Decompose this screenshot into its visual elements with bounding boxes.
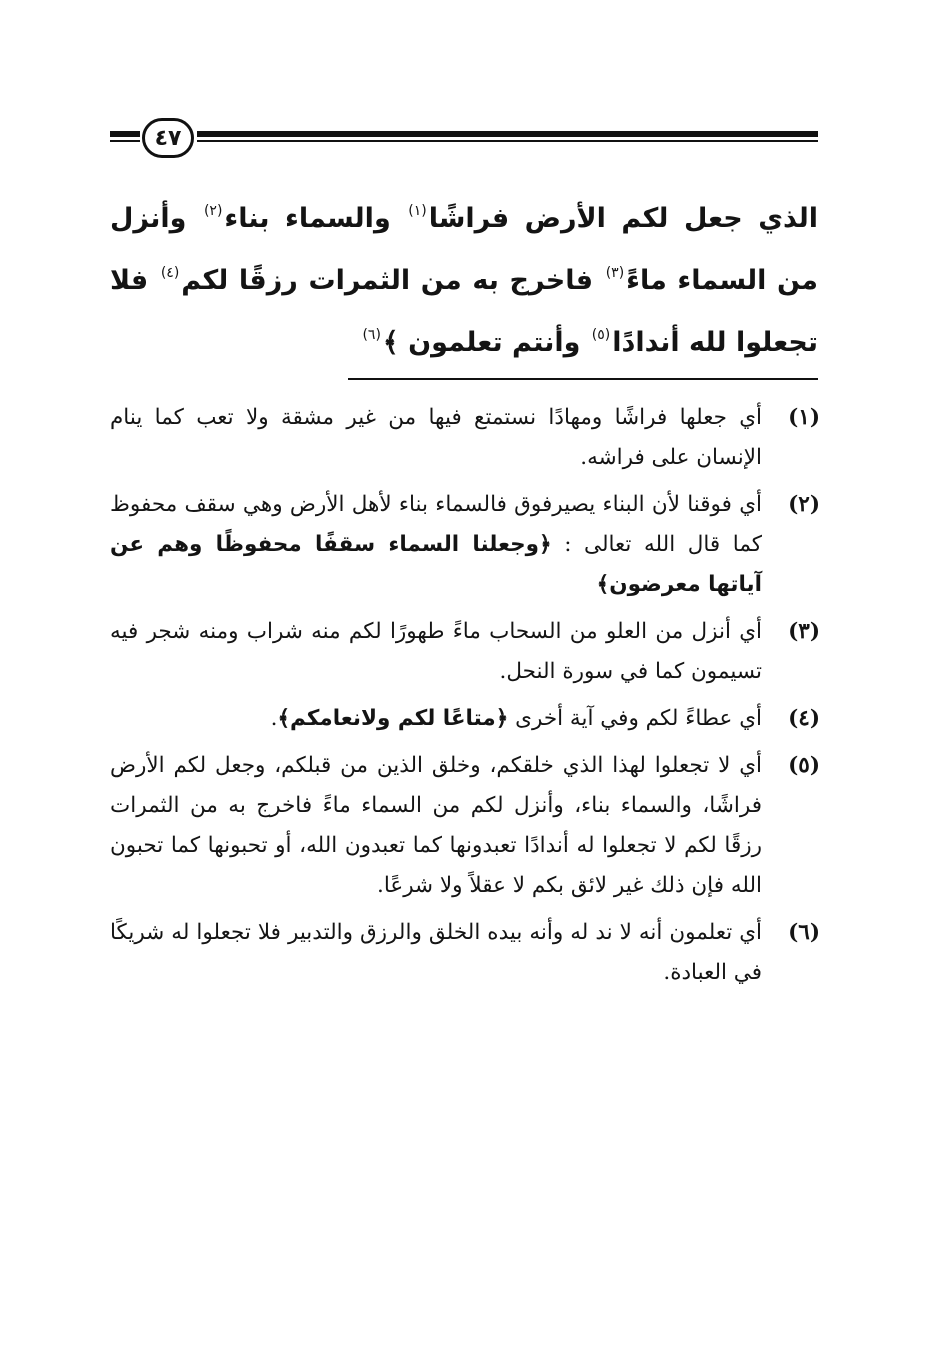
footnote-text: أي جعلها فراشًا ومهادًا نستمتع فيها من غير مشقة ولا تعب كما ينام الإنسان على فراشه. — [110, 405, 762, 470]
quran-verse — [110, 188, 818, 374]
footnote-number: (٦) — [788, 920, 820, 945]
footnote-number: (٥) — [788, 753, 820, 778]
footnote-2 — [110, 485, 820, 605]
footnote-separator — [348, 378, 818, 380]
page-header — [110, 118, 818, 168]
footnote-text: أي لا تجعلوا لهذا الذي خلقكم، وخلق الذين من قبلكم، وجعل لكم الأرض فراشًا، والسماء بناء، وأنزل لكم من السماء ماءً فاخرج به من الثمرات رزقًا لكم لا تجعلوا له أندادًا تعبدونها كما تعبدون الله، أو تحبونها كما تحبون الله فإن ذلك غير لائق بكم لا عقلاً ولا شرعًا. — [110, 753, 762, 898]
footnote-number: (٣) — [788, 619, 820, 644]
verse-note-marker: (١) — [408, 203, 427, 219]
footnote-text: أي فوقنا لأن البناء يصيرفوق فالسماء بناء لأهل الأرض وهي سقف محفوظ كما قال الله تعالى : — [110, 492, 762, 557]
verse-segment: والسماء بناء$^{(٢)}$ — [203, 203, 391, 234]
verse-segment: فاخرج به من الثمرات رزقًا لكم$^{(٤)}$ — [160, 265, 594, 296]
verse-note-marker: (٢) — [203, 203, 223, 219]
verse-segment: وأنتم تعلمون ﴾$^{(٦)}$ — [362, 327, 581, 358]
footnote-text: أي أنزل من العلو من السحاب ماءً طهورًا لكم منه شراب ومنه شجر فيه تسيمون كما في سورة النحل. — [110, 619, 762, 684]
footnote-4 — [110, 699, 820, 739]
verse-note-marker: (٦) — [362, 327, 381, 343]
verse-segment: الذي جعل لكم الأرض فراشًا$^{(١)}$ — [408, 203, 819, 234]
footnote-tail: . — [270, 706, 278, 731]
footnote-text: أي تعلمون أنه لا ند له وأنه بيده الخلق والرزق والتدبير فلا تجعلوا له شريكًا في العبادة. — [110, 920, 762, 985]
footnote-quote: ﴿وجعلنا السماء سقفًا محفوظًا وهم عن آياتها معرضون﴾ — [110, 532, 762, 597]
footnote-body — [110, 485, 762, 605]
verse-note-marker: (٥) — [591, 327, 611, 343]
verse-note-marker: (٤) — [160, 265, 180, 281]
footnote-3 — [110, 612, 820, 692]
footnote-6 — [110, 913, 820, 993]
footnote-1 — [110, 398, 820, 478]
footnote-number: (٢) — [788, 492, 820, 517]
verse-segment: فلا تجعلوا لله أندادًا$^{(٥)}$ — [110, 265, 818, 358]
footnotes — [110, 398, 820, 1000]
footnote-number: (١) — [788, 405, 820, 430]
header-rule-left — [110, 131, 140, 142]
footnote-text: أي عطاءً لكم وفي آية أخرى — [515, 706, 762, 731]
footnote-body — [110, 699, 762, 739]
verse-note-marker: (٣) — [605, 265, 625, 281]
verse-segment: وأنزل من السماء ماءً$^{(٣)}$ — [110, 203, 818, 296]
footnote-quote: ﴿متاعًا لكم ولانعامكم﴾ — [277, 706, 509, 731]
page-number: ٤٧ — [142, 118, 194, 158]
header-rule-right — [197, 131, 818, 142]
footnote-5 — [110, 746, 820, 906]
footnote-number: (٤) — [788, 706, 820, 731]
